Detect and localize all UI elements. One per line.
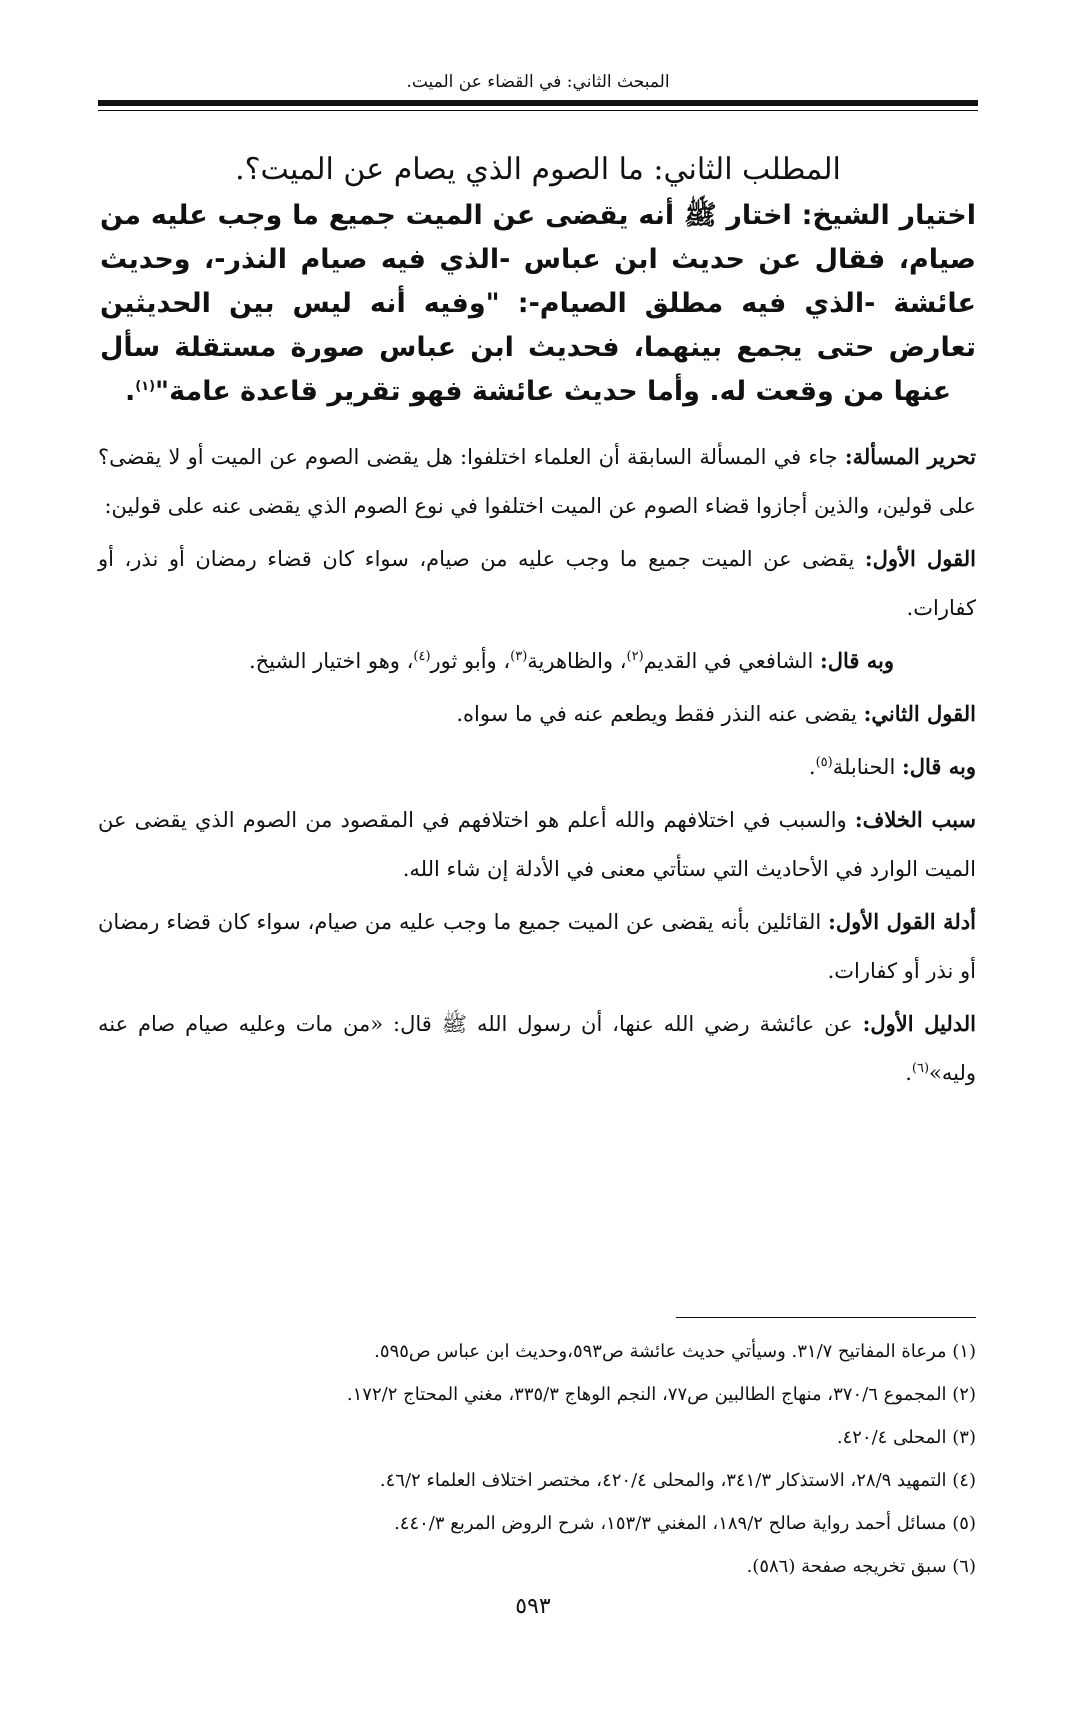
paragraph-text: يقضى عن الميت جميع ما وجب عليه من صيام، سواء كان قضاء رمضان أو نذر، أو كفارات.: [98, 547, 976, 620]
paragraph-label: تحرير المسألة:: [844, 444, 976, 469]
section-title: المطلب الثاني: ما الصوم الذي يصام عن الميت؟.: [235, 152, 841, 187]
footnotes: [98, 1330, 976, 1588]
footnote-ref: (٤): [413, 649, 431, 664]
footnote-item: (٢) المجموع ٣٧٠/٦، منهاج الطالبين ص٧٧، النجم الوهاج ٣٣٥/٣، مغني المحتاج ١٧٢/٢.: [346, 1384, 976, 1405]
paragraph-label: وبه قال:: [819, 648, 894, 673]
paragraph-evidence: [98, 897, 976, 996]
period: .: [905, 1061, 912, 1085]
footnote-item: (١) مرعاة المفاتيح ٣١/٧. وسيأتي حديث عائشة ص٥٩٣،وحديث ابن عباس ص٥٩٥.: [374, 1341, 976, 1362]
footnote-item: (٥) مسائل أحمد رواية صالح ١٨٩/٢، المغني ١٥٣/٣، شرح الروض المربع ٤٤٠/٣.: [394, 1513, 976, 1534]
footnote-item: (٣) المحلى ٤٢٠/٤.: [836, 1427, 976, 1448]
footnote-ref: (٢): [626, 649, 644, 664]
paragraph-text: جاء في المسألة السابقة أن العلماء اختلفوا: هل يقضى الصوم عن الميت أو لا يقضى؟ على قولين، والذين أجازوا قضاء الصوم عن الميت اختلفوا في نوع الصوم الذي يقضى عنه على قولين:: [98, 445, 976, 518]
paragraph-text: الحنابلة: [832, 755, 896, 779]
footnote-ref: (٦): [911, 1061, 930, 1076]
paragraph-text: عن عائشة رضي الله عنها، أن رسول الله ﷺ قال: «من مات وعليه صيام صام عنه وليه»: [98, 1012, 976, 1085]
paragraph-first-proof: [98, 999, 976, 1098]
header-rule-thick: [98, 100, 978, 106]
paragraph-text: الشافعي في القديم: [643, 649, 814, 673]
paragraph-second-opinion: [98, 689, 976, 739]
footnote-item: (٤) التمهيد ٢٨/٩، الاستذكار ٣٤١/٣، والمحلى ٤٢٠/٤، مختصر اختلاف العلماء ٤٦/٢.: [379, 1470, 976, 1491]
sheikh-choice: [100, 194, 976, 414]
footnote-ref: (٣): [510, 649, 528, 664]
section-heading: [100, 148, 976, 414]
footnote-separator: [676, 1317, 976, 1318]
paragraph-label: سبب الخلاف:: [854, 807, 976, 832]
paragraph-label: الدليل الأول:: [862, 1011, 976, 1036]
paragraph-text: ، وأبو ثور: [430, 649, 511, 673]
paragraph-text: والسبب في اختلافهم والله أعلم هو اختلافهم في المقصود من الصوم الذي يقضى عن الميت الوارد في الأحاديث التي ستأتي معنى في الأدلة إن شاء الله.: [98, 808, 976, 881]
body-text: [98, 432, 976, 1101]
paragraph-text: ، والظاهرية: [527, 649, 627, 673]
paragraph-text: يقضى عنه النذر فقط ويطعم عنه في ما سواه.: [456, 702, 857, 726]
paragraph-label: أدلة القول الأول:: [828, 909, 976, 934]
paragraph-label: القول الثاني:: [863, 701, 976, 726]
paragraph-reason: [98, 795, 976, 894]
sheikh-choice-text: اختيار الشيخ: اختار ﷺ أنه يقضى عن الميت جميع ما وجب عليه من صيام، فقال عن حديث ابن عباس -الذي فيه صيام النذر-، وحديث عائشة -الذي فيه مطلق الصيام-: "وفيه أنه ليس بين الحديثين تعارض حتى يجمع بينهما، فحديث ابن عباس صورة مستقلة سأل عنها من وقعت له. وأما حديث عائشة فهو تقرير قاعدة عامة": [100, 200, 976, 407]
page-number: ٥٩٣: [515, 1594, 551, 1619]
header-rule-thin: [98, 110, 978, 111]
paragraph-text: ، وهو اختيار الشيخ.: [248, 649, 414, 673]
paragraph-label: القول الأول:: [864, 546, 976, 571]
paragraph-first-opinion: [98, 534, 976, 633]
period: .: [124, 376, 136, 407]
footnote-ref: (٥): [815, 755, 833, 770]
footnote-ref: (١): [135, 379, 156, 394]
paragraph-label: وبه قال:: [901, 754, 976, 779]
paragraph-second-opinion-holders: [98, 742, 976, 792]
paragraph-first-opinion-holders: [98, 636, 976, 686]
paragraph-issue: [98, 432, 976, 531]
running-header: المبحث الثاني: في القضاء عن الميت.: [406, 72, 670, 92]
period: .: [808, 755, 816, 779]
footnote-item: (٦) سبق تخريجه صفحة (٥٨٦).: [746, 1556, 976, 1577]
paragraph-text: القائلين بأنه يقضى عن الميت جميع ما وجب عليه من صيام، سواء كان قضاء رمضان أو نذر أو كفارات.: [98, 910, 976, 983]
